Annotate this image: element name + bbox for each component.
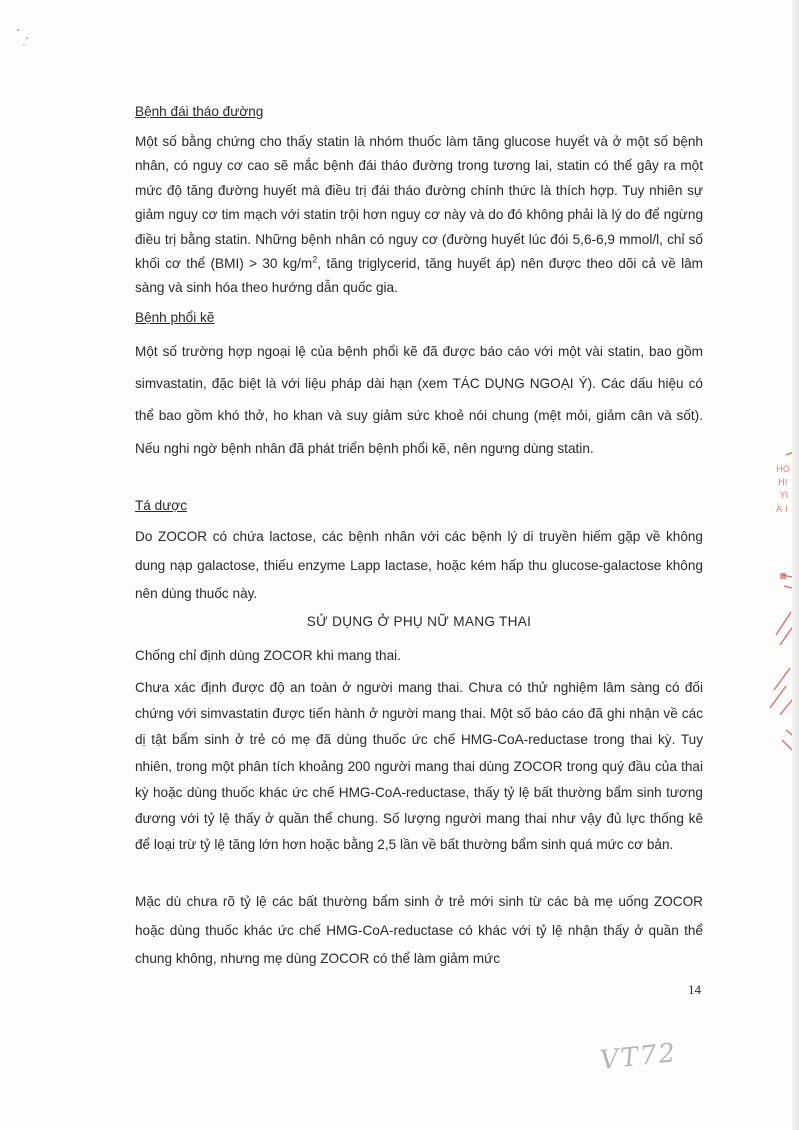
section-body-lung: Một số trường hợp ngoại lệ của bệnh phổi kẽ đã được báo cáo với một vài statin, bao gồm simvastatin, đặc biệt là với liệu pháp dài hạn (xem TÁC DỤNG NGOẠI Ý). Các dấu hiệu có thể bao gồm khó thở, ho khan và suy giảm sức khoẻ nói chung (mệt mỏi, giảm cân và sốt). Nếu nghi ngờ bệnh nhân đã phát triển bệnh phổi kẽ, nên ngưng dùng statin. [135, 344, 703, 456]
scan-edge-shadow [792, 0, 799, 1130]
page-number: 14 [688, 982, 701, 997]
section-body-diabetes [135, 130, 703, 301]
diabetes-body-tail: , tăng triglycerid, tăng huyết áp) nên được theo dõi cả về lâm sàng và sinh hóa theo hướng dẫn quốc gia. [135, 256, 703, 296]
superscript-two: 2 [312, 254, 318, 265]
scan-speck-mark [10, 20, 40, 50]
pregnancy-risk-paragraph: Mặc dù chưa rõ tỷ lệ các bất thường bẩm sinh ở trẻ mới sinh từ các bà mẹ uống ZOCOR hoặc dùng thuốc khác ức chế HMG-CoA-reductase có khác với tỷ lệ nhận thấy ở quần thể chung không, nhưng mẹ dùng ZOCOR có thể làm giảm mức [135, 894, 703, 966]
section-heading-diabetes: Bệnh đái tháo đường [135, 104, 264, 119]
svg-text:HI: HI [778, 478, 788, 488]
pregnancy-safety-paragraph: Chưa xác định được độ an toàn ở người mang thai. Chưa có thử nghiệm lâm sàng có đối chứng với simvastatin được tiến hành ở người mang thai. Một số báo cáo đã ghi nhận về các dị tật bẩm sinh ở trẻ có mẹ đã dùng thuốc ức chế HMG-CoA-reductase trong thai kỳ. Tuy nhiên, trong một phân tích khoảng 200 người mang thai dùng ZOCOR trong quý đầu của thai kỳ hoặc dùng thuốc khác ức chế HMG-CoA-reductase, thấy tỷ lệ bất thường bẩm sinh tương đương với tỷ lệ thấy ở quần thể chung. Số lượng người mang thai như vậy đủ lực thống kê để loại trừ tỷ lệ tăng lớn hơn hoặc bằng 2,5 lần về bất thường bẩm sinh quá mức cơ bản. [135, 680, 703, 853]
svg-text:À I: À I [776, 505, 788, 515]
section-heading-pregnancy: SỬ DỤNG Ở PHỤ NỮ MANG THAI [306, 614, 532, 629]
svg-text:HÒ: HÒ [776, 465, 790, 475]
svg-text:YI: YI [780, 491, 789, 501]
handwritten-note: VT72 [598, 1038, 679, 1076]
section-heading-lung: Bệnh phổi kẽ [135, 310, 215, 325]
pregnancy-contraindication: Chống chỉ định dùng ZOCOR khi mang thai. [135, 648, 401, 663]
section-body-excipient: Do ZOCOR có chứa lactose, các bệnh nhân với các bệnh lý di truyền hiếm gặp về không dung nạp galactose, thiếu enzyme Lapp lactase, hoặc kém hấp thu glucose-galactose không nên dùng thuốc này. [135, 529, 703, 601]
section-heading-excipient: Tá dược [135, 498, 188, 513]
diabetes-body-text: Một số bằng chứng cho thấy statin là nhóm thuốc làm tăng glucose huyết và ở một số bệnh nhân, có nguy cơ cao sẽ mắc bệnh đái tháo đường trong tương lai, statin có thể gây ra một mức độ tăng đường huyết mà điều trị đái tháo đường chính thức là thích hợp. Tuy nhiên sự giảm nguy cơ tim mạch với statin trội hơn nguy cơ này và do đó không phải là lý do để ngừng điều trị bằng statin. Những bệnh nhân có nguy cơ (đường huyết lúc đói 5,6-6,9 mmol/l, chỉ số khối cơ thể (BMI) > 30 kg/m [135, 134, 703, 272]
